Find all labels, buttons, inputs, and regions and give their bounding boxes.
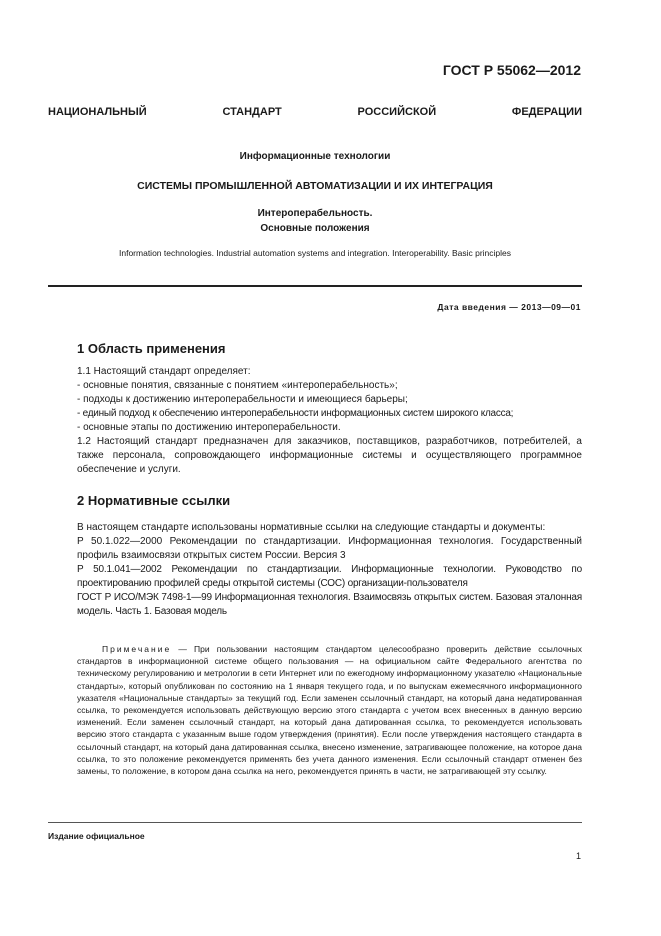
list-item: - единый подход к обеспечению интероперабельности информационных систем широкого класса; [77, 408, 514, 419]
paragraph-1-1: 1.1 Настоящий стандарт определяет: [77, 366, 251, 377]
list-item: - основные понятия, связанные с понятием «интероперабельность»; [77, 380, 398, 391]
subtitle-line-2: Основные положения [260, 223, 370, 234]
paragraph-1-2: 1.2 Настоящий стандарт предназначен для заказчиков, поставщиков, разработчиков, потребителей, а также персонала, сопровождающего информационные системы и осуществляющего программное обеспечение и услуги. [77, 436, 582, 475]
title-subtitle [48, 206, 582, 236]
section-2-body [77, 521, 582, 619]
section-1-body [77, 365, 582, 477]
page-number: 1 [575, 851, 581, 861]
reference-item: Р 50.1.022—2000 Рекомендации по стандартизации. Информационная технология. Государственный профиль взаимосвязи открытых систем России. Версия 3 [77, 536, 582, 561]
subtitle-line-1: Интероперабельность. [257, 208, 373, 219]
list-item: - подходы к достижению интероперабельности и имеющиеся барьеры; [77, 394, 408, 405]
note-label: Примечание [102, 644, 172, 654]
reference-item: ГОСТ Р ИСО/МЭК 7498-1—99 Информационная технология. Взаимосвязь открытых систем. Базовая эталонная модель. Часть 1. Базовая модель [77, 592, 582, 617]
section-2-heading: 2 Нормативные ссылки [77, 493, 231, 508]
reference-item: Р 50.1.041—2002 Рекомендации по стандартизации. Информационные технологии. Руководство по проектированию профилей среды открытой системы (СОС) организации-пользователя [77, 564, 582, 589]
title-english: Information technologies. Industrial automation systems and integration. Interoperability. Basic principles [119, 248, 511, 258]
title-divider [48, 285, 582, 287]
title-field: Информационные технологии [239, 151, 391, 162]
list-item: - основные этапы по достижению интероперабельности. [77, 422, 341, 433]
paragraph-2-intro: В настоящем стандарте использованы нормативные ссылки на следующие стандарты и документы: [77, 522, 546, 533]
national-standard-banner: НАЦИОНАЛЬНЫЙ СТАНДАРТ РОССИЙСКОЙ ФЕДЕРАЦИИ [48, 106, 582, 118]
introduction-date: Дата введения — 2013—09—01 [437, 302, 581, 312]
note-text: — При пользовании настоящим стандартом целесообразно проверить действие ссылочных стандартов в информационной системе общего пользования — на официальном сайте Федерального агентства по техническому регулированию и метрологии в сети Интернет или по ежегодному информационному указателю «Национальные стандарты», который опубликован по состоянию на 1 января текущего года, и по выпускам ежемесячного информационного указателя «Национальные стандарты» за текущий год. Если заменен ссылочный стандарт, на который дана недатированная ссылка, то рекомендуется использовать действующую версию этого стандарта с учетом всех внесенных в данную версию изменений. Если заменен ссылочный стандарт, на который дана датированная ссылка, то рекомендуется использовать версию этого стандарта с указанным выше годом утверждения (принятия). Если после утверждения настоящего стандарта в ссылочный стандарт, на который дана датированная ссылка, внесено изменение, затрагивающее положение, на которое дана ссылка, то это положение рекомендуется применять без учета данного изменения. Если ссылочный стандарт отменен без замены, то положение, в котором дана ссылка на него, рекомендуется принять в части, не затрагивающей эту ссылку. [77, 644, 582, 777]
footer-divider [48, 822, 582, 823]
section-1-heading: 1 Область применения [77, 341, 226, 356]
edition-label: Издание официальное [48, 831, 145, 841]
note-block [77, 643, 582, 777]
document-number: ГОСТ Р 55062—2012 [442, 62, 581, 78]
title-main: СИСТЕМЫ ПРОМЫШЛЕННОЙ АВТОМАТИЗАЦИИ И ИХ ИНТЕГРАЦИЯ [137, 180, 493, 192]
